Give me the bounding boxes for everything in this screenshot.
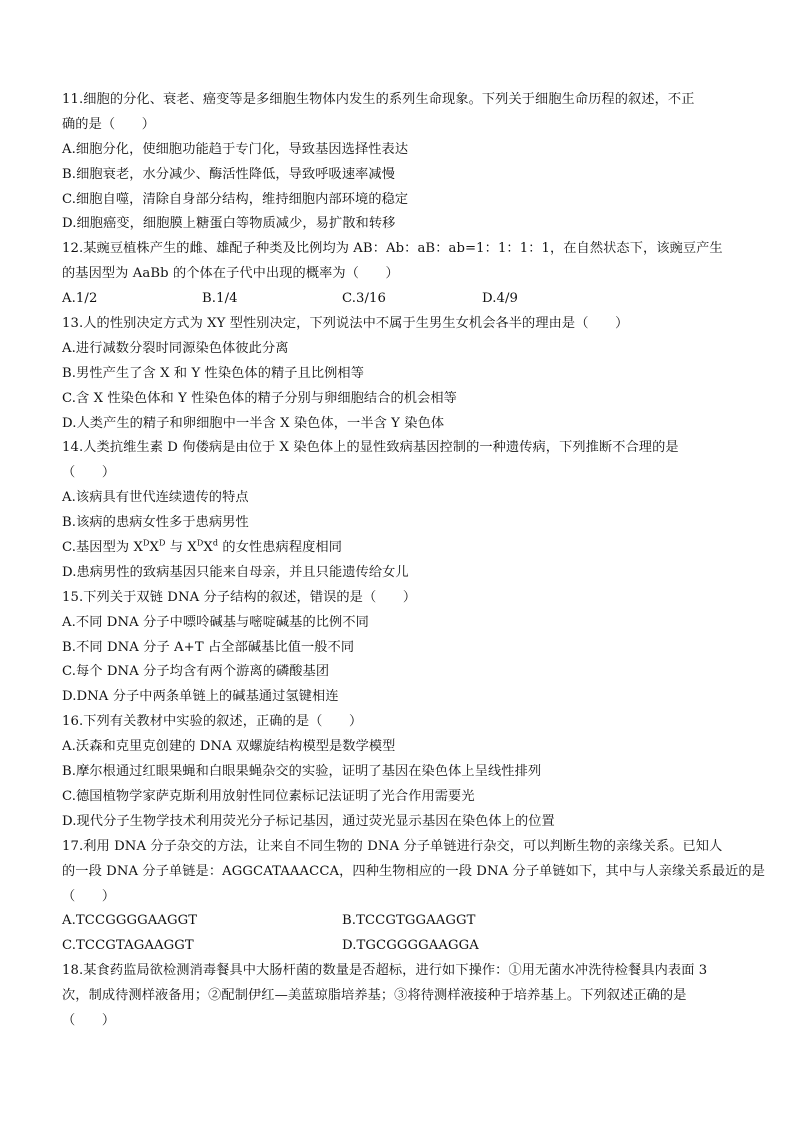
options-row bbox=[62, 287, 734, 312]
question-stem: 17.利用 DNA 分子杂交的方法，让来自不同生物的 DNA 分子单链进行杂交，可以判断生物的亲缘关系。已知人 bbox=[62, 838, 723, 854]
option-d: D.4/9 bbox=[482, 291, 519, 307]
chromosome-x: X bbox=[149, 540, 159, 556]
question-stem: 11.细胞的分化、衰老、癌变等是多细胞生物体内发生的系列生命现象。下列关于细胞生命历程的叙述，不正 bbox=[62, 92, 695, 107]
question-18 bbox=[62, 959, 734, 1034]
option-d: D.现代分子生物学技术利用荧光分子标记基因，通过荧光显示基因在染色体上的位置 bbox=[62, 813, 555, 829]
option-b: B.该病的患病女性多于患病男性 bbox=[62, 515, 249, 531]
exam-page bbox=[62, 88, 765, 1034]
question-stem: 的基因型为 AaBb 的个体在子代中出现的概率为（ ） bbox=[62, 266, 399, 282]
question-13 bbox=[62, 312, 734, 436]
option-d: D.细胞癌变，细胞膜上糖蛋白等物质减少，易扩散和转移 bbox=[62, 216, 396, 232]
option-b: B.摩尔根通过红眼果蝇和白眼果蝇杂交的实验，证明了基因在染色体上呈线性排列 bbox=[62, 764, 542, 780]
option-c-mid: 与 X bbox=[165, 540, 197, 556]
option-a: A.不同 DNA 分子中嘌呤碱基与嘧啶碱基的比例不同 bbox=[62, 614, 369, 630]
option-b: B.1/4 bbox=[202, 291, 238, 307]
option-b: B.TCCGTGGAAGGT bbox=[342, 913, 476, 929]
question-stem: 确的是（ ） bbox=[62, 116, 156, 132]
question-stem: （ ） bbox=[62, 888, 116, 904]
option-c: C.德国植物学家萨克斯利用放射性同位素标记法证明了光合作用需要光 bbox=[62, 788, 475, 804]
option-c-suffix: 的女性患病程度相同 bbox=[218, 540, 342, 556]
options-row bbox=[62, 934, 734, 959]
option-a: A.1/2 bbox=[62, 291, 98, 307]
question-stem: （ ） bbox=[62, 465, 116, 481]
superscript: D bbox=[142, 538, 150, 548]
question-stem: （ ） bbox=[62, 1012, 116, 1028]
question-16 bbox=[62, 710, 734, 834]
option-c: C.每个 DNA 分子均含有两个游离的磷酸基团 bbox=[62, 664, 330, 680]
question-stem: 12.某豌豆植株产生的雌、雄配子种类及比例均为 AB：Ab：aB：ab=1：1：1：1，在自然状态下，该豌豆产生 bbox=[62, 241, 723, 257]
question-11 bbox=[62, 88, 734, 237]
superscript: D bbox=[158, 538, 166, 548]
option-a: A.进行减数分裂时同源染色体彼此分离 bbox=[62, 340, 289, 356]
question-stem: 15.下列关于双链 DNA 分子结构的叙述，错误的是（ ） bbox=[62, 589, 417, 605]
question-stem: 14.人类抗维生素 D 佝偻病是由位于 X 染色体上的显性致病基因控制的一种遗传病，下列推断不合理的是 bbox=[62, 440, 679, 456]
option-b: B.不同 DNA 分子 A+T 占全部碱基比值一般不同 bbox=[62, 639, 355, 655]
options-row bbox=[62, 909, 734, 934]
option-c: C.含 X 性染色体和 Y 性染色体的精子分别与卵细胞结合的机会相等 bbox=[62, 390, 457, 406]
question-stem: 13.人的性别决定方式为 XY 型性别决定，下列说法中不属于生男生女机会各半的理由是（ ） bbox=[62, 316, 629, 332]
option-c bbox=[62, 536, 734, 561]
option-d: D.人类产生的精子和卵细胞中一半含 X 染色体，一半含 Y 染色体 bbox=[62, 415, 445, 431]
option-c: C.TCCGTAGAAGGT bbox=[62, 938, 194, 954]
option-c: C.3/16 bbox=[342, 291, 387, 307]
option-d: D.TGCGGGGAAGGA bbox=[342, 938, 479, 954]
option-c-prefix: C.基因型为 X bbox=[62, 540, 143, 556]
option-d: D.患病男性的致病基因只能来自母亲，并且只能遗传给女儿 bbox=[62, 564, 409, 580]
option-b: B.男性产生了含 X 和 Y 性染色体的精子且比例相等 bbox=[62, 365, 365, 381]
question-stem: 18.某食药监局欲检测消毒餐具中大肠杆菌的数量是否超标，进行如下操作：①用无菌水冲洗待检餐具内表面 3 bbox=[62, 963, 708, 979]
superscript: D bbox=[196, 538, 204, 548]
chromosome-x: X bbox=[203, 540, 213, 556]
option-a: A.细胞分化，使细胞功能趋于专门化，导致基因选择性表达 bbox=[62, 141, 409, 157]
option-c: C.细胞自噬，清除自身部分结构，维持细胞内部环境的稳定 bbox=[62, 191, 409, 207]
option-a: A.该病具有世代连续遗传的特点 bbox=[62, 490, 249, 506]
option-a: A.TCCGGGGAAGGT bbox=[62, 913, 198, 929]
question-15 bbox=[62, 586, 734, 710]
question-stem: 的一段 DNA 分子单链是：AGGCATAAACCA，四种生物相应的一段 DNA 分子单链如下，其中与人亲缘关系最近的是 bbox=[62, 863, 765, 879]
option-d: D.DNA 分子中两条单链上的碱基通过氢键相连 bbox=[62, 689, 339, 705]
superscript: d bbox=[212, 538, 219, 548]
option-b: B.细胞衰老，水分减少、酶活性降低，导致呼吸速率减慢 bbox=[62, 166, 395, 182]
question-17 bbox=[62, 835, 765, 959]
question-14 bbox=[62, 436, 734, 585]
question-12 bbox=[62, 237, 734, 312]
question-stem: 次，制成待测样液备用；②配制伊红—美蓝琼脂培养基；③将待测样液接种于培养基上。下列叙述正确的是 bbox=[62, 988, 687, 1004]
option-a: A.沃森和克里克创建的 DNA 双螺旋结构模型是数学模型 bbox=[62, 739, 396, 755]
question-stem: 16.下列有关教材中实验的叙述，正确的是（ ） bbox=[62, 714, 363, 730]
